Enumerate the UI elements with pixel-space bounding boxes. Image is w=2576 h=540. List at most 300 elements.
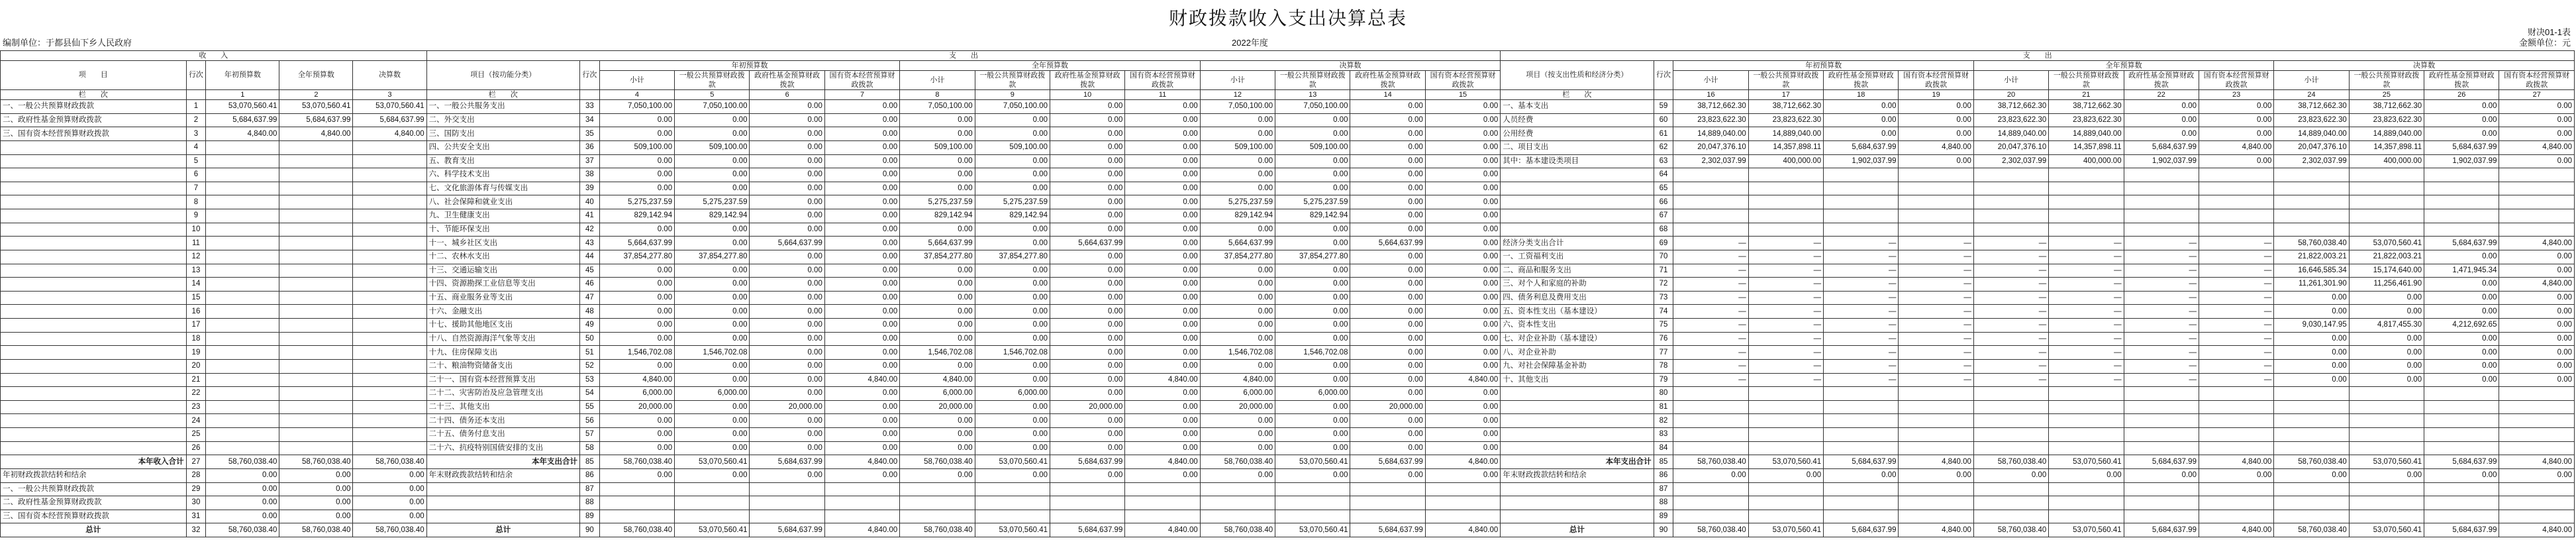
function-value: 53,070,560.41 — [675, 455, 750, 469]
function-value: 1,546,702.08 — [975, 346, 1050, 360]
economic-value — [2274, 195, 2349, 209]
income-value — [279, 278, 353, 292]
function-value: 0.00 — [900, 291, 975, 305]
income-item-name — [1, 441, 187, 455]
economic-value — [2049, 441, 2124, 455]
function-value: 4,840.00 — [900, 373, 975, 387]
function-value: 0.00 — [1425, 414, 1500, 428]
economic-value — [2199, 428, 2273, 442]
row-index: 55 — [579, 400, 599, 414]
economic-value: 2,302,037.99 — [2274, 154, 2349, 168]
economic-value: — — [1899, 305, 1973, 319]
table-row — [1, 195, 2575, 209]
income-value — [206, 250, 279, 264]
table-row — [1, 468, 2575, 482]
table-row — [1, 387, 2575, 401]
income-item-name: 总计 — [1, 523, 187, 537]
income-value — [279, 332, 353, 346]
row-index: 58 — [579, 441, 599, 455]
function-value: 0.00 — [750, 387, 824, 401]
function-value: 0.00 — [599, 278, 674, 292]
economic-value: 0.00 — [2124, 468, 2199, 482]
function-value: 0.00 — [1050, 195, 1124, 209]
income-value: 0.00 — [279, 468, 353, 482]
function-value: 5,275,237.59 — [1200, 195, 1275, 209]
row-index: 64 — [1654, 168, 1673, 182]
economic-value: 0.00 — [2274, 359, 2349, 373]
economic-value — [2349, 168, 2424, 182]
row-index: 43 — [579, 237, 599, 250]
function-value: 0.00 — [900, 305, 975, 319]
function-value: 0.00 — [1200, 468, 1275, 482]
function-value: 0.00 — [675, 441, 750, 455]
income-value — [353, 237, 426, 250]
economic-value: 5,684,637.99 — [2124, 523, 2199, 537]
function-value: 5,275,237.59 — [900, 195, 975, 209]
economic-item-name: 年末财政拨款结转和结余 — [1501, 468, 1654, 482]
function-value: 0.00 — [824, 305, 899, 319]
economic-value — [1824, 223, 1899, 237]
income-item-name — [1, 400, 187, 414]
table-row — [1, 414, 2575, 428]
row-index: 83 — [1654, 428, 1673, 442]
function-value: 0.00 — [824, 127, 899, 141]
row-index: 19 — [186, 346, 206, 360]
function-value: 0.00 — [900, 154, 975, 168]
row-index: 21 — [186, 373, 206, 387]
function-item-name: 八、社会保障和就业支出 — [426, 195, 579, 209]
function-value — [750, 496, 824, 510]
function-value — [1050, 510, 1124, 523]
economic-value — [1748, 414, 1823, 428]
economic-value — [1673, 223, 1748, 237]
function-value: 0.00 — [1050, 100, 1124, 114]
economic-value — [2274, 428, 2349, 442]
function-value: 5,684,637.99 — [1350, 455, 1425, 469]
income-value — [353, 346, 426, 360]
function-value: 0.00 — [1050, 359, 1124, 373]
economic-value — [1824, 400, 1899, 414]
economic-item-name: 十、其他支出 — [1501, 373, 1654, 387]
economic-item-name: 六、资本性支出 — [1501, 319, 1654, 333]
economic-value: — — [2124, 373, 2199, 387]
function-value: 0.00 — [750, 113, 824, 127]
function-value: 0.00 — [750, 223, 824, 237]
economic-value: 0.00 — [2499, 468, 2575, 482]
row-index: 46 — [579, 278, 599, 292]
function-value: 0.00 — [975, 428, 1050, 442]
function-value: 0.00 — [675, 428, 750, 442]
income-value — [353, 168, 426, 182]
function-value: 0.00 — [599, 319, 674, 333]
economic-value: — — [1973, 332, 2048, 346]
function-value: 0.00 — [750, 140, 824, 154]
function-value: 37,854,277.80 — [599, 250, 674, 264]
function-value: 6,000.00 — [975, 387, 1050, 401]
economic-value: — — [2049, 278, 2124, 292]
economic-value: — — [1824, 319, 1899, 333]
function-value: 0.00 — [750, 182, 824, 195]
economic-value — [2274, 441, 2349, 455]
function-value: 0.00 — [1425, 223, 1500, 237]
economic-value — [1899, 168, 1973, 182]
economic-value: — — [1899, 346, 1973, 360]
economic-value: 53,070,560.41 — [1748, 523, 1823, 537]
economic-value: — — [2049, 332, 2124, 346]
function-value: 0.00 — [1050, 319, 1124, 333]
economic-value: 0.00 — [2199, 468, 2273, 482]
function-value: 37,854,277.80 — [900, 250, 975, 264]
economic-value: 4,840.00 — [2199, 523, 2273, 537]
economic-value — [1899, 482, 1973, 496]
function-value — [599, 510, 674, 523]
economic-value: 0.00 — [2424, 373, 2499, 387]
row-index: 47 — [579, 291, 599, 305]
economic-value: 0.00 — [2349, 373, 2424, 387]
function-value: 4,840.00 — [599, 373, 674, 387]
function-value: 0.00 — [1350, 428, 1425, 442]
economic-value: — — [1973, 278, 2048, 292]
economic-value — [1673, 387, 1748, 401]
function-value: 0.00 — [1425, 237, 1500, 250]
function-value: 0.00 — [1425, 100, 1500, 114]
row-no-header: 行次 — [1654, 61, 1673, 90]
economic-value: 0.00 — [2499, 305, 2575, 319]
function-value — [1050, 482, 1124, 496]
function-value: 0.00 — [1350, 113, 1425, 127]
economic-value: — — [2049, 250, 2124, 264]
economic-value: — — [2049, 373, 2124, 387]
function-value — [900, 496, 975, 510]
function-value: 0.00 — [824, 428, 899, 442]
function-value: 5,684,637.99 — [1050, 523, 1124, 537]
income-item-name — [1, 319, 187, 333]
income-value: 0.00 — [279, 496, 353, 510]
economic-value: 4,840.00 — [1899, 523, 1973, 537]
function-value: 0.00 — [1350, 468, 1425, 482]
income-item-name — [1, 154, 187, 168]
economic-value: 0.00 — [2499, 373, 2575, 387]
economic-value: — — [1748, 264, 1823, 278]
function-value: 0.00 — [1050, 209, 1124, 223]
economic-value: — — [1973, 237, 2048, 250]
row-index: 78 — [1654, 359, 1673, 373]
income-value — [206, 140, 279, 154]
function-value: 0.00 — [750, 319, 824, 333]
function-value: 0.00 — [675, 264, 750, 278]
economic-value: 14,357,898.11 — [2049, 140, 2124, 154]
function-value: 509,100.00 — [900, 140, 975, 154]
income-value: 0.00 — [353, 510, 426, 523]
economic-value: 0.00 — [2424, 278, 2499, 292]
income-value — [353, 414, 426, 428]
general-budget-header: 一般公共预算财政拨款 — [975, 71, 1050, 90]
economic-value: 0.00 — [2499, 264, 2575, 278]
function-value: 7,050,100.00 — [900, 100, 975, 114]
function-value: 0.00 — [824, 195, 899, 209]
full-year-budget-group: 全年预算数 — [1973, 61, 2274, 71]
row-index: 87 — [579, 482, 599, 496]
economic-value: 38,712,662.30 — [2349, 100, 2424, 114]
function-value: 0.00 — [1425, 346, 1500, 360]
economic-value — [2199, 441, 2273, 455]
economic-value: 53,070,560.41 — [2349, 237, 2424, 250]
economic-item-name: 七、对企业补助（基本建设） — [1501, 332, 1654, 346]
economic-value: — — [1899, 278, 1973, 292]
function-value — [1200, 496, 1275, 510]
function-value: 0.00 — [1350, 250, 1425, 264]
economic-value: 0.00 — [1824, 100, 1899, 114]
row-index: 89 — [579, 510, 599, 523]
income-value: 4,840.00 — [206, 127, 279, 141]
function-value: 829,142.94 — [1275, 209, 1350, 223]
row-index: 22 — [186, 387, 206, 401]
gov-fund-header: 政府性基金预算财政拨款 — [2124, 71, 2199, 90]
table-row — [1, 278, 2575, 292]
row-index: 86 — [579, 468, 599, 482]
function-item-name: 十一、城乡社区支出 — [426, 237, 579, 250]
economic-value — [1748, 387, 1823, 401]
function-value: 0.00 — [824, 319, 899, 333]
economic-value: 0.00 — [2274, 305, 2349, 319]
economic-value: — — [1748, 237, 1823, 250]
row-index: 63 — [1654, 154, 1673, 168]
income-value — [353, 195, 426, 209]
function-value — [1125, 496, 1200, 510]
function-value: 0.00 — [900, 113, 975, 127]
function-value: 0.00 — [1050, 414, 1124, 428]
state-capital-header: 国有资本经营预算财政拨款 — [2199, 71, 2273, 90]
function-value: 0.00 — [1050, 441, 1124, 455]
func-item-header: 项目（按功能分类） — [426, 61, 579, 90]
economic-value: — — [1973, 291, 2048, 305]
economic-value: 0.00 — [2424, 127, 2499, 141]
economic-value: — — [2199, 319, 2273, 333]
function-value: 0.00 — [1200, 278, 1275, 292]
row-index: 41 — [579, 209, 599, 223]
economic-value: 0.00 — [2199, 127, 2273, 141]
function-value: 0.00 — [900, 264, 975, 278]
income-item-name — [1, 291, 187, 305]
economic-value — [2499, 400, 2575, 414]
economic-value — [2499, 223, 2575, 237]
function-value: 0.00 — [1200, 291, 1275, 305]
row-index: 11 — [186, 237, 206, 250]
economic-value — [2349, 400, 2424, 414]
income-value — [206, 264, 279, 278]
table-row — [1, 209, 2575, 223]
income-item-name: 一、一般公共预算财政拨款 — [1, 100, 187, 114]
row-index: 16 — [186, 305, 206, 319]
income-value: 4,840.00 — [279, 127, 353, 141]
function-value: 0.00 — [1425, 468, 1500, 482]
economic-value — [2274, 414, 2349, 428]
economic-value: 0.00 — [1899, 100, 1973, 114]
economic-value: 0.00 — [2349, 332, 2424, 346]
income-value — [206, 278, 279, 292]
economic-value: — — [2124, 250, 2199, 264]
subtotal-header: 小计 — [599, 71, 674, 90]
economic-item-name: 八、对企业补助 — [1501, 346, 1654, 360]
function-value: 0.00 — [1125, 400, 1200, 414]
function-value: 0.00 — [675, 291, 750, 305]
function-value: 0.00 — [1125, 140, 1200, 154]
economic-value — [1973, 441, 2048, 455]
income-value — [279, 140, 353, 154]
function-value: 0.00 — [1425, 441, 1500, 455]
economic-value: — — [2199, 264, 2273, 278]
economic-value: 11,261,301.90 — [2274, 278, 2349, 292]
economic-value — [2049, 387, 2124, 401]
function-item-name: 十四、资源勘探工业信息等支出 — [426, 278, 579, 292]
economic-value: — — [1748, 373, 1823, 387]
column-number: 18 — [1824, 90, 1899, 100]
function-value: 0.00 — [900, 182, 975, 195]
row-index: 13 — [186, 264, 206, 278]
function-value: 829,142.94 — [1200, 209, 1275, 223]
economic-value — [2424, 400, 2499, 414]
economic-value: 1,471,945.34 — [2424, 264, 2499, 278]
economic-value — [2349, 496, 2424, 510]
function-value — [900, 510, 975, 523]
table-row — [1, 305, 2575, 319]
function-value: 0.00 — [1125, 223, 1200, 237]
economic-value: — — [2049, 346, 2124, 360]
function-value: 0.00 — [1050, 250, 1124, 264]
function-value: 0.00 — [1200, 182, 1275, 195]
function-value: 509,100.00 — [1200, 140, 1275, 154]
economic-value: — — [1673, 305, 1748, 319]
economic-value: 53,070,560.41 — [2349, 523, 2424, 537]
income-item-name — [1, 278, 187, 292]
function-value: 0.00 — [824, 237, 899, 250]
row-index: 84 — [1654, 441, 1673, 455]
gov-fund-header: 政府性基金预算财政拨款 — [1824, 71, 1899, 90]
function-value: 0.00 — [1350, 127, 1425, 141]
economic-value: 400,000.00 — [2049, 154, 2124, 168]
row-index: 90 — [1654, 523, 1673, 537]
economic-value: 53,070,560.41 — [2349, 455, 2424, 469]
economic-value — [1748, 209, 1823, 223]
function-value: 0.00 — [1275, 400, 1350, 414]
function-value — [975, 482, 1050, 496]
subtotal-header: 小计 — [1673, 71, 1748, 90]
function-value: 0.00 — [1275, 428, 1350, 442]
economic-value: 0.00 — [1899, 154, 1973, 168]
function-item-name: 二十四、债务还本支出 — [426, 414, 579, 428]
table-row — [1, 373, 2575, 387]
gov-fund-header: 政府性基金预算财政拨款 — [1050, 71, 1124, 90]
function-value: 0.00 — [1425, 250, 1500, 264]
economic-value — [2049, 168, 2124, 182]
function-value: 0.00 — [1350, 182, 1425, 195]
column-number: 20 — [1973, 90, 2048, 100]
function-value: 5,275,237.59 — [675, 195, 750, 209]
economic-value: 0.00 — [2499, 291, 2575, 305]
function-value: 829,142.94 — [900, 209, 975, 223]
economic-value: — — [2199, 305, 2273, 319]
economic-value — [2424, 182, 2499, 195]
function-value: 0.00 — [1350, 291, 1425, 305]
column-number: 7 — [824, 90, 899, 100]
function-item-name: 十五、商业服务业等支出 — [426, 291, 579, 305]
gov-fund-header: 政府性基金预算财政拨款 — [750, 71, 824, 90]
economic-item-name: 本年支出合计 — [1501, 455, 1654, 469]
income-item-name — [1, 237, 187, 250]
general-budget-header: 一般公共预算财政拨款 — [2349, 71, 2424, 90]
economic-value — [1673, 209, 1748, 223]
economic-value: 20,047,376.10 — [2274, 140, 2349, 154]
economic-value: — — [1673, 250, 1748, 264]
economic-value — [2049, 195, 2124, 209]
economic-value: — — [1824, 359, 1899, 373]
function-value: 0.00 — [900, 223, 975, 237]
income-value — [206, 209, 279, 223]
economic-value: 5,684,637.99 — [2424, 455, 2499, 469]
economic-value — [1973, 195, 2048, 209]
economic-value: — — [1973, 305, 2048, 319]
economic-value: 0.00 — [2499, 154, 2575, 168]
function-item-name: 五、教育支出 — [426, 154, 579, 168]
row-index: 6 — [186, 168, 206, 182]
income-value — [353, 332, 426, 346]
function-value: 0.00 — [750, 250, 824, 264]
row-index: 14 — [186, 278, 206, 292]
function-value: 0.00 — [824, 346, 899, 360]
function-value: 0.00 — [900, 428, 975, 442]
function-value: 58,760,038.40 — [599, 523, 674, 537]
economic-value: 4,840.00 — [1899, 455, 1973, 469]
economic-value — [1973, 182, 2048, 195]
row-index: 5 — [186, 154, 206, 168]
function-value: 0.00 — [824, 250, 899, 264]
income-value: 4,840.00 — [353, 127, 426, 141]
income-value — [279, 305, 353, 319]
function-value — [1425, 510, 1500, 523]
row-index: 25 — [186, 428, 206, 442]
row-index: 81 — [1654, 400, 1673, 414]
income-item-header: 项 目 — [1, 61, 187, 90]
economic-value: 53,070,560.41 — [2049, 455, 2124, 469]
economic-value: 0.00 — [2124, 100, 2199, 114]
function-value: 0.00 — [675, 359, 750, 373]
function-value: 0.00 — [975, 319, 1050, 333]
function-value: 0.00 — [1050, 223, 1124, 237]
income-value: 5,684,637.99 — [279, 113, 353, 127]
income-value — [353, 140, 426, 154]
lanci-blank — [186, 90, 206, 100]
table-row — [1, 455, 2575, 469]
income-value: 0.00 — [206, 510, 279, 523]
function-value — [750, 510, 824, 523]
economic-value: — — [2124, 237, 2199, 250]
column-number: 14 — [1350, 90, 1425, 100]
function-value: 0.00 — [599, 291, 674, 305]
economic-value: 1,902,037.99 — [2124, 154, 2199, 168]
income-value — [279, 168, 353, 182]
income-item-name — [1, 359, 187, 373]
economic-item-name — [1501, 482, 1654, 496]
economic-value — [2124, 441, 2199, 455]
function-value: 4,840.00 — [1125, 523, 1200, 537]
income-value — [279, 250, 353, 264]
economic-item-name: 其中：基本建设类项目 — [1501, 154, 1654, 168]
function-value: 6,000.00 — [599, 387, 674, 401]
column-number: 3 — [353, 90, 426, 100]
row-index: 48 — [579, 305, 599, 319]
economic-value — [1824, 387, 1899, 401]
function-value: 53,070,560.41 — [675, 523, 750, 537]
